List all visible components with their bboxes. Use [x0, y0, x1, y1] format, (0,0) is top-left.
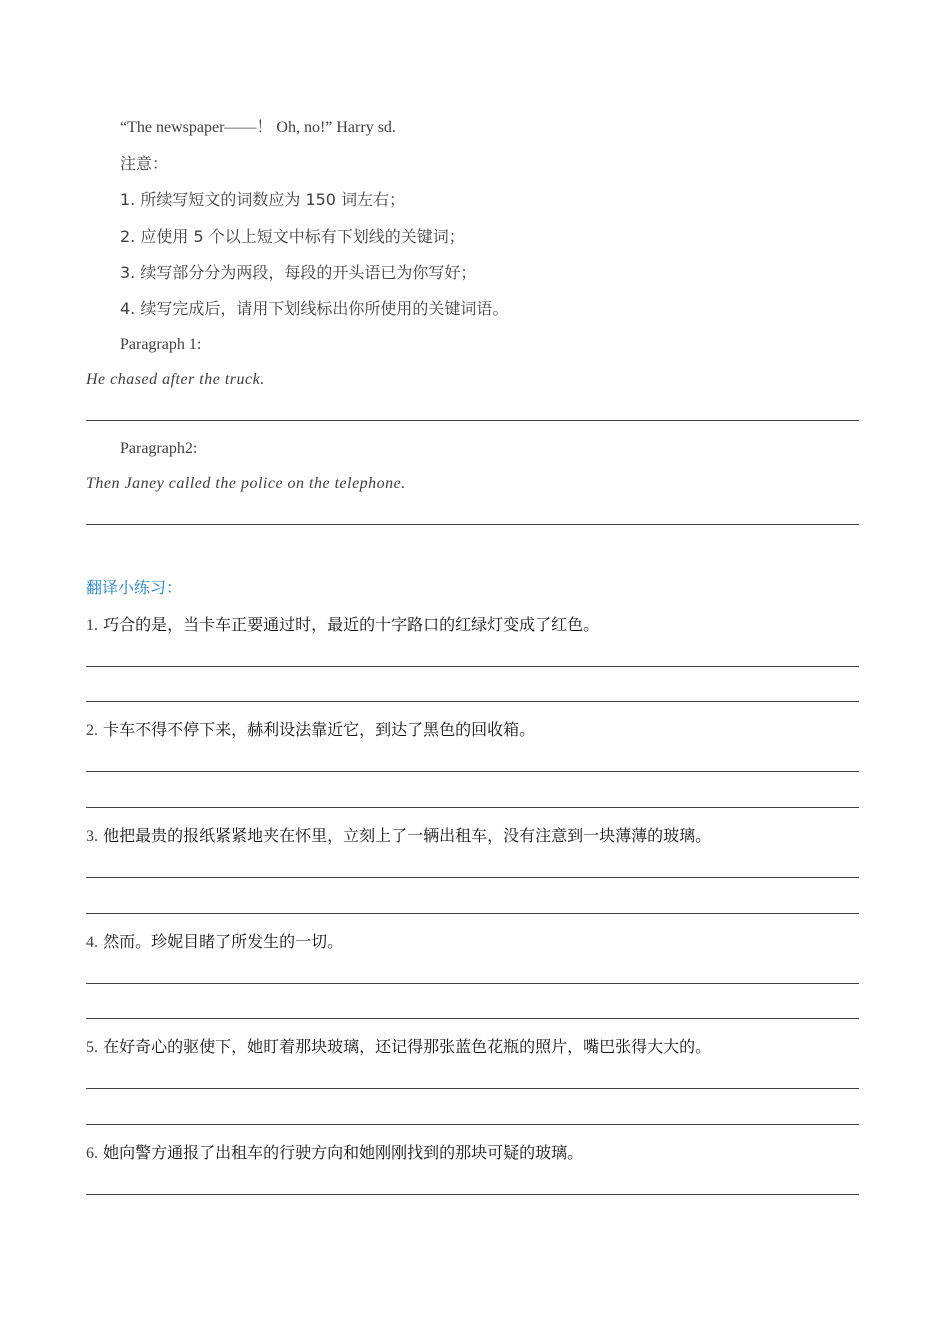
paragraph-2-label: Paragraph2:: [120, 440, 198, 457]
translation-question: [86, 720, 535, 741]
answer-line[interactable]: [86, 666, 859, 667]
note-item: 3. 续写部分分为两段，每段的开头语已为你写好；: [120, 263, 477, 282]
answer-line[interactable]: [86, 807, 859, 808]
translation-question: [86, 826, 711, 847]
question-number: 3.: [86, 828, 98, 845]
answer-line[interactable]: [86, 524, 859, 525]
paragraph-1-opening: He chased after the truck.: [86, 371, 265, 388]
answer-line[interactable]: [86, 877, 859, 878]
answer-line[interactable]: [86, 701, 859, 702]
note-item: 2. 应使用 5 个以上短文中标有下划线的关键词；: [120, 227, 465, 246]
question-number: 5.: [86, 1039, 98, 1056]
answer-line[interactable]: [86, 983, 859, 984]
question-text: 他把最贵的报纸紧紧地夹在怀里，立刻上了一辆出租车，没有注意到一块薄薄的玻璃。: [103, 826, 712, 845]
question-number: 2.: [86, 722, 98, 739]
answer-line[interactable]: [86, 1088, 859, 1089]
question-text: 巧合的是，当卡车正要通过时，最近的十字路口的红绿灯变成了红色。: [103, 615, 600, 634]
translation-heading: 翻译小练习：: [86, 578, 183, 597]
quote-line: “The newspaper——！ Oh, no!” Harry sd.: [120, 119, 396, 136]
translation-question: [86, 615, 599, 636]
translation-question: [86, 932, 343, 953]
question-text: 她向警方通报了出租车的行驶方向和她刚刚找到的那块可疑的玻璃。: [103, 1143, 584, 1162]
note-item: 1. 所续写短文的词数应为 150 词左右；: [120, 190, 406, 209]
answer-line[interactable]: [86, 420, 859, 421]
notes-title: 注意：: [120, 154, 169, 173]
question-number: 1.: [86, 617, 98, 634]
question-text: 在好奇心的驱使下，她盯着那块玻璃，还记得那张蓝色花瓶的照片，嘴巴张得大大的。: [103, 1037, 712, 1056]
answer-line[interactable]: [86, 1124, 859, 1125]
translation-question: [86, 1037, 711, 1058]
question-number: 6.: [86, 1145, 98, 1162]
answer-line[interactable]: [86, 771, 859, 772]
note-item: 4. 续写完成后，请用下划线标出你所使用的关键词语。: [120, 299, 509, 318]
answer-line[interactable]: [86, 913, 859, 914]
answer-line[interactable]: [86, 1194, 859, 1195]
question-text: 然而。珍妮目睹了所发生的一切。: [103, 932, 344, 951]
question-number: 4.: [86, 934, 98, 951]
translation-question: [86, 1143, 583, 1164]
paragraph-1-label: Paragraph 1:: [120, 336, 202, 353]
paragraph-2-opening: Then Janey called the police on the telephone.: [86, 475, 406, 492]
question-text: 卡车不得不停下来，赫利设法靠近它，到达了黑色的回收箱。: [103, 720, 536, 739]
answer-line[interactable]: [86, 1018, 859, 1019]
